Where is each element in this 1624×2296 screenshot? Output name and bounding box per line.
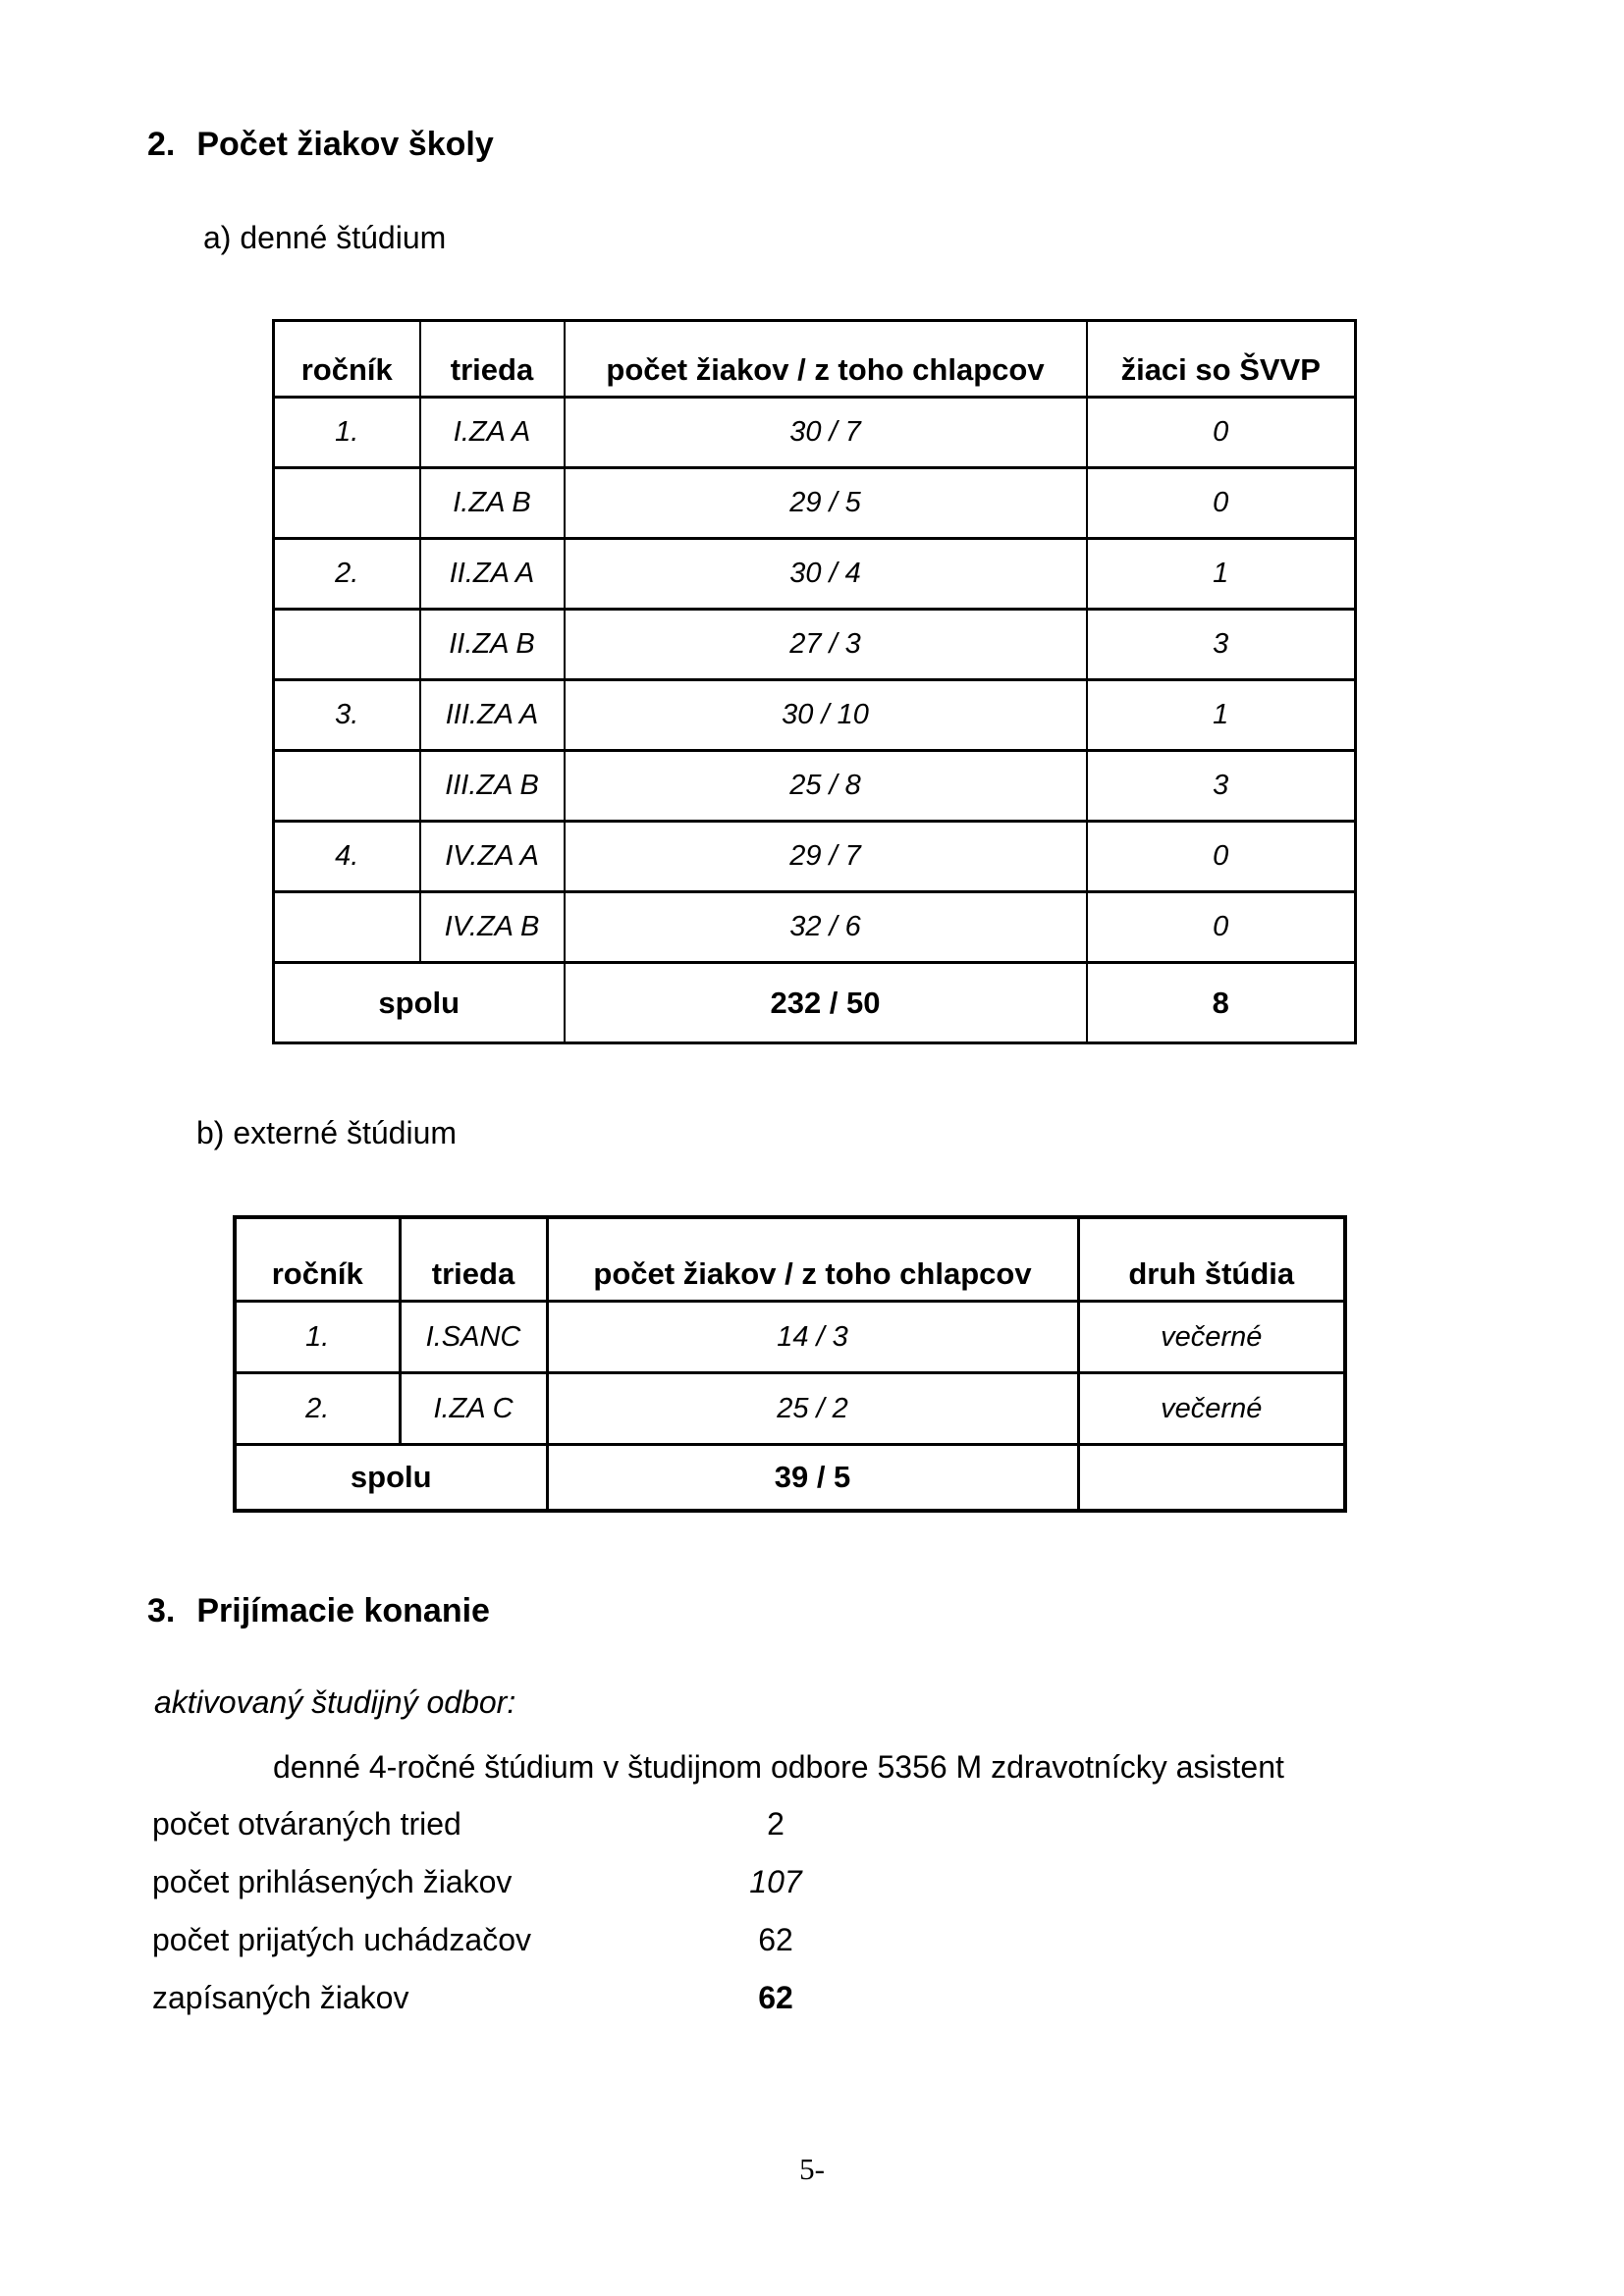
stat-label: počet otváraných tried xyxy=(152,1806,461,1842)
table-row xyxy=(274,751,1356,822)
cell-trieda: I.ZA C xyxy=(400,1373,547,1445)
table-externe-studium xyxy=(233,1215,1347,1513)
table-row xyxy=(274,892,1356,963)
cell-svvp: 0 xyxy=(1087,398,1356,468)
cell-pocet: 29 / 5 xyxy=(565,468,1087,539)
section-2-number: 2. xyxy=(147,126,176,163)
cell-svvp: 0 xyxy=(1087,892,1356,963)
total-pocet: 39 / 5 xyxy=(547,1445,1078,1512)
table-row xyxy=(274,468,1356,539)
cell-trieda: I.ZA A xyxy=(420,398,565,468)
cell-pocet: 14 / 3 xyxy=(547,1302,1078,1373)
list-item xyxy=(152,1864,1036,1922)
stat-value: 62 xyxy=(758,1980,793,2015)
cell-rocnik xyxy=(274,610,420,680)
cell-trieda: I.SANC xyxy=(400,1302,547,1373)
cell-pocet: 30 / 4 xyxy=(565,539,1087,610)
cell-druh: večerné xyxy=(1078,1373,1345,1445)
cell-trieda: I.ZA B xyxy=(420,468,565,539)
admissions-stats-list xyxy=(152,1806,1036,2038)
cell-rocnik: 3. xyxy=(274,680,420,751)
cell-pocet: 29 / 7 xyxy=(565,822,1087,892)
total-label: spolu xyxy=(274,963,565,1043)
table-row xyxy=(274,680,1356,751)
cell-pocet: 30 / 10 xyxy=(565,680,1087,751)
cell-trieda: IV.ZA A xyxy=(420,822,565,892)
table-row xyxy=(274,610,1356,680)
table-denne-studium xyxy=(272,319,1357,1044)
cell-rocnik: 1. xyxy=(274,398,420,468)
sub-label-a: a) denné štúdium xyxy=(203,220,447,255)
table-row xyxy=(274,398,1356,468)
stat-label: počet prihlásených žiakov xyxy=(152,1864,513,1899)
cell-druh: večerné xyxy=(1078,1302,1345,1373)
column-header-rocnik: ročník xyxy=(274,321,420,398)
cell-trieda: III.ZA B xyxy=(420,751,565,822)
total-druh xyxy=(1078,1445,1345,1512)
list-item xyxy=(152,1806,1036,1864)
cell-trieda: II.ZA A xyxy=(420,539,565,610)
section-2-title: Počet žiakov školy xyxy=(196,126,494,163)
cell-rocnik xyxy=(274,751,420,822)
table-row xyxy=(235,1373,1345,1445)
section-3-heading xyxy=(147,1592,490,1630)
cell-trieda: III.ZA A xyxy=(420,680,565,751)
column-header-pocet: počet žiakov / z toho chlapcov xyxy=(547,1217,1078,1302)
cell-trieda: II.ZA B xyxy=(420,610,565,680)
cell-pocet: 32 / 6 xyxy=(565,892,1087,963)
column-header-druh: druh štúdia xyxy=(1078,1217,1345,1302)
cell-rocnik: 2. xyxy=(235,1373,400,1445)
study-field-value: denné 4-ročné štúdium v študijnom odbore 5356 M zdravotnícky asistent xyxy=(273,1749,1284,1785)
total-svvp: 8 xyxy=(1087,963,1356,1043)
cell-rocnik: 4. xyxy=(274,822,420,892)
cell-pocet: 25 / 2 xyxy=(547,1373,1078,1445)
table-header-row xyxy=(235,1217,1345,1302)
column-header-rocnik: ročník xyxy=(235,1217,400,1302)
stat-value: 107 xyxy=(749,1864,802,1899)
cell-svvp: 0 xyxy=(1087,468,1356,539)
study-field-label: aktivovaný študijný odbor: xyxy=(154,1684,516,1720)
table-total-row xyxy=(274,963,1356,1043)
page-number: 5- xyxy=(799,2152,825,2186)
list-item xyxy=(152,1980,1036,2038)
cell-svvp: 3 xyxy=(1087,610,1356,680)
cell-svvp: 3 xyxy=(1087,751,1356,822)
table-row xyxy=(235,1302,1345,1373)
column-header-pocet: počet žiakov / z toho chlapcov xyxy=(565,321,1087,398)
cell-svvp: 1 xyxy=(1087,680,1356,751)
column-header-trieda: trieda xyxy=(420,321,565,398)
list-item xyxy=(152,1922,1036,1980)
cell-pocet: 25 / 8 xyxy=(565,751,1087,822)
cell-rocnik xyxy=(274,892,420,963)
table-header-row xyxy=(274,321,1356,398)
table-row xyxy=(274,822,1356,892)
section-2-heading xyxy=(147,126,494,164)
total-label: spolu xyxy=(235,1445,547,1512)
section-3-number: 3. xyxy=(147,1592,176,1629)
table-total-row xyxy=(235,1445,1345,1512)
total-pocet: 232 / 50 xyxy=(565,963,1087,1043)
column-header-svvp: žiaci so ŠVVP xyxy=(1087,321,1356,398)
stat-value: 62 xyxy=(758,1922,793,1957)
cell-pocet: 27 / 3 xyxy=(565,610,1087,680)
cell-rocnik xyxy=(274,468,420,539)
cell-pocet: 30 / 7 xyxy=(565,398,1087,468)
column-header-trieda: trieda xyxy=(400,1217,547,1302)
table-row xyxy=(274,539,1356,610)
cell-rocnik: 2. xyxy=(274,539,420,610)
sub-label-b: b) externé štúdium xyxy=(196,1115,458,1150)
cell-rocnik: 1. xyxy=(235,1302,400,1373)
cell-svvp: 1 xyxy=(1087,539,1356,610)
section-3-title: Prijímacie konanie xyxy=(196,1592,490,1629)
stat-label: zapísaných žiakov xyxy=(152,1980,409,2015)
cell-svvp: 0 xyxy=(1087,822,1356,892)
cell-trieda: IV.ZA B xyxy=(420,892,565,963)
stat-label: počet prijatých uchádzačov xyxy=(152,1922,531,1957)
stat-value: 2 xyxy=(767,1806,785,1842)
